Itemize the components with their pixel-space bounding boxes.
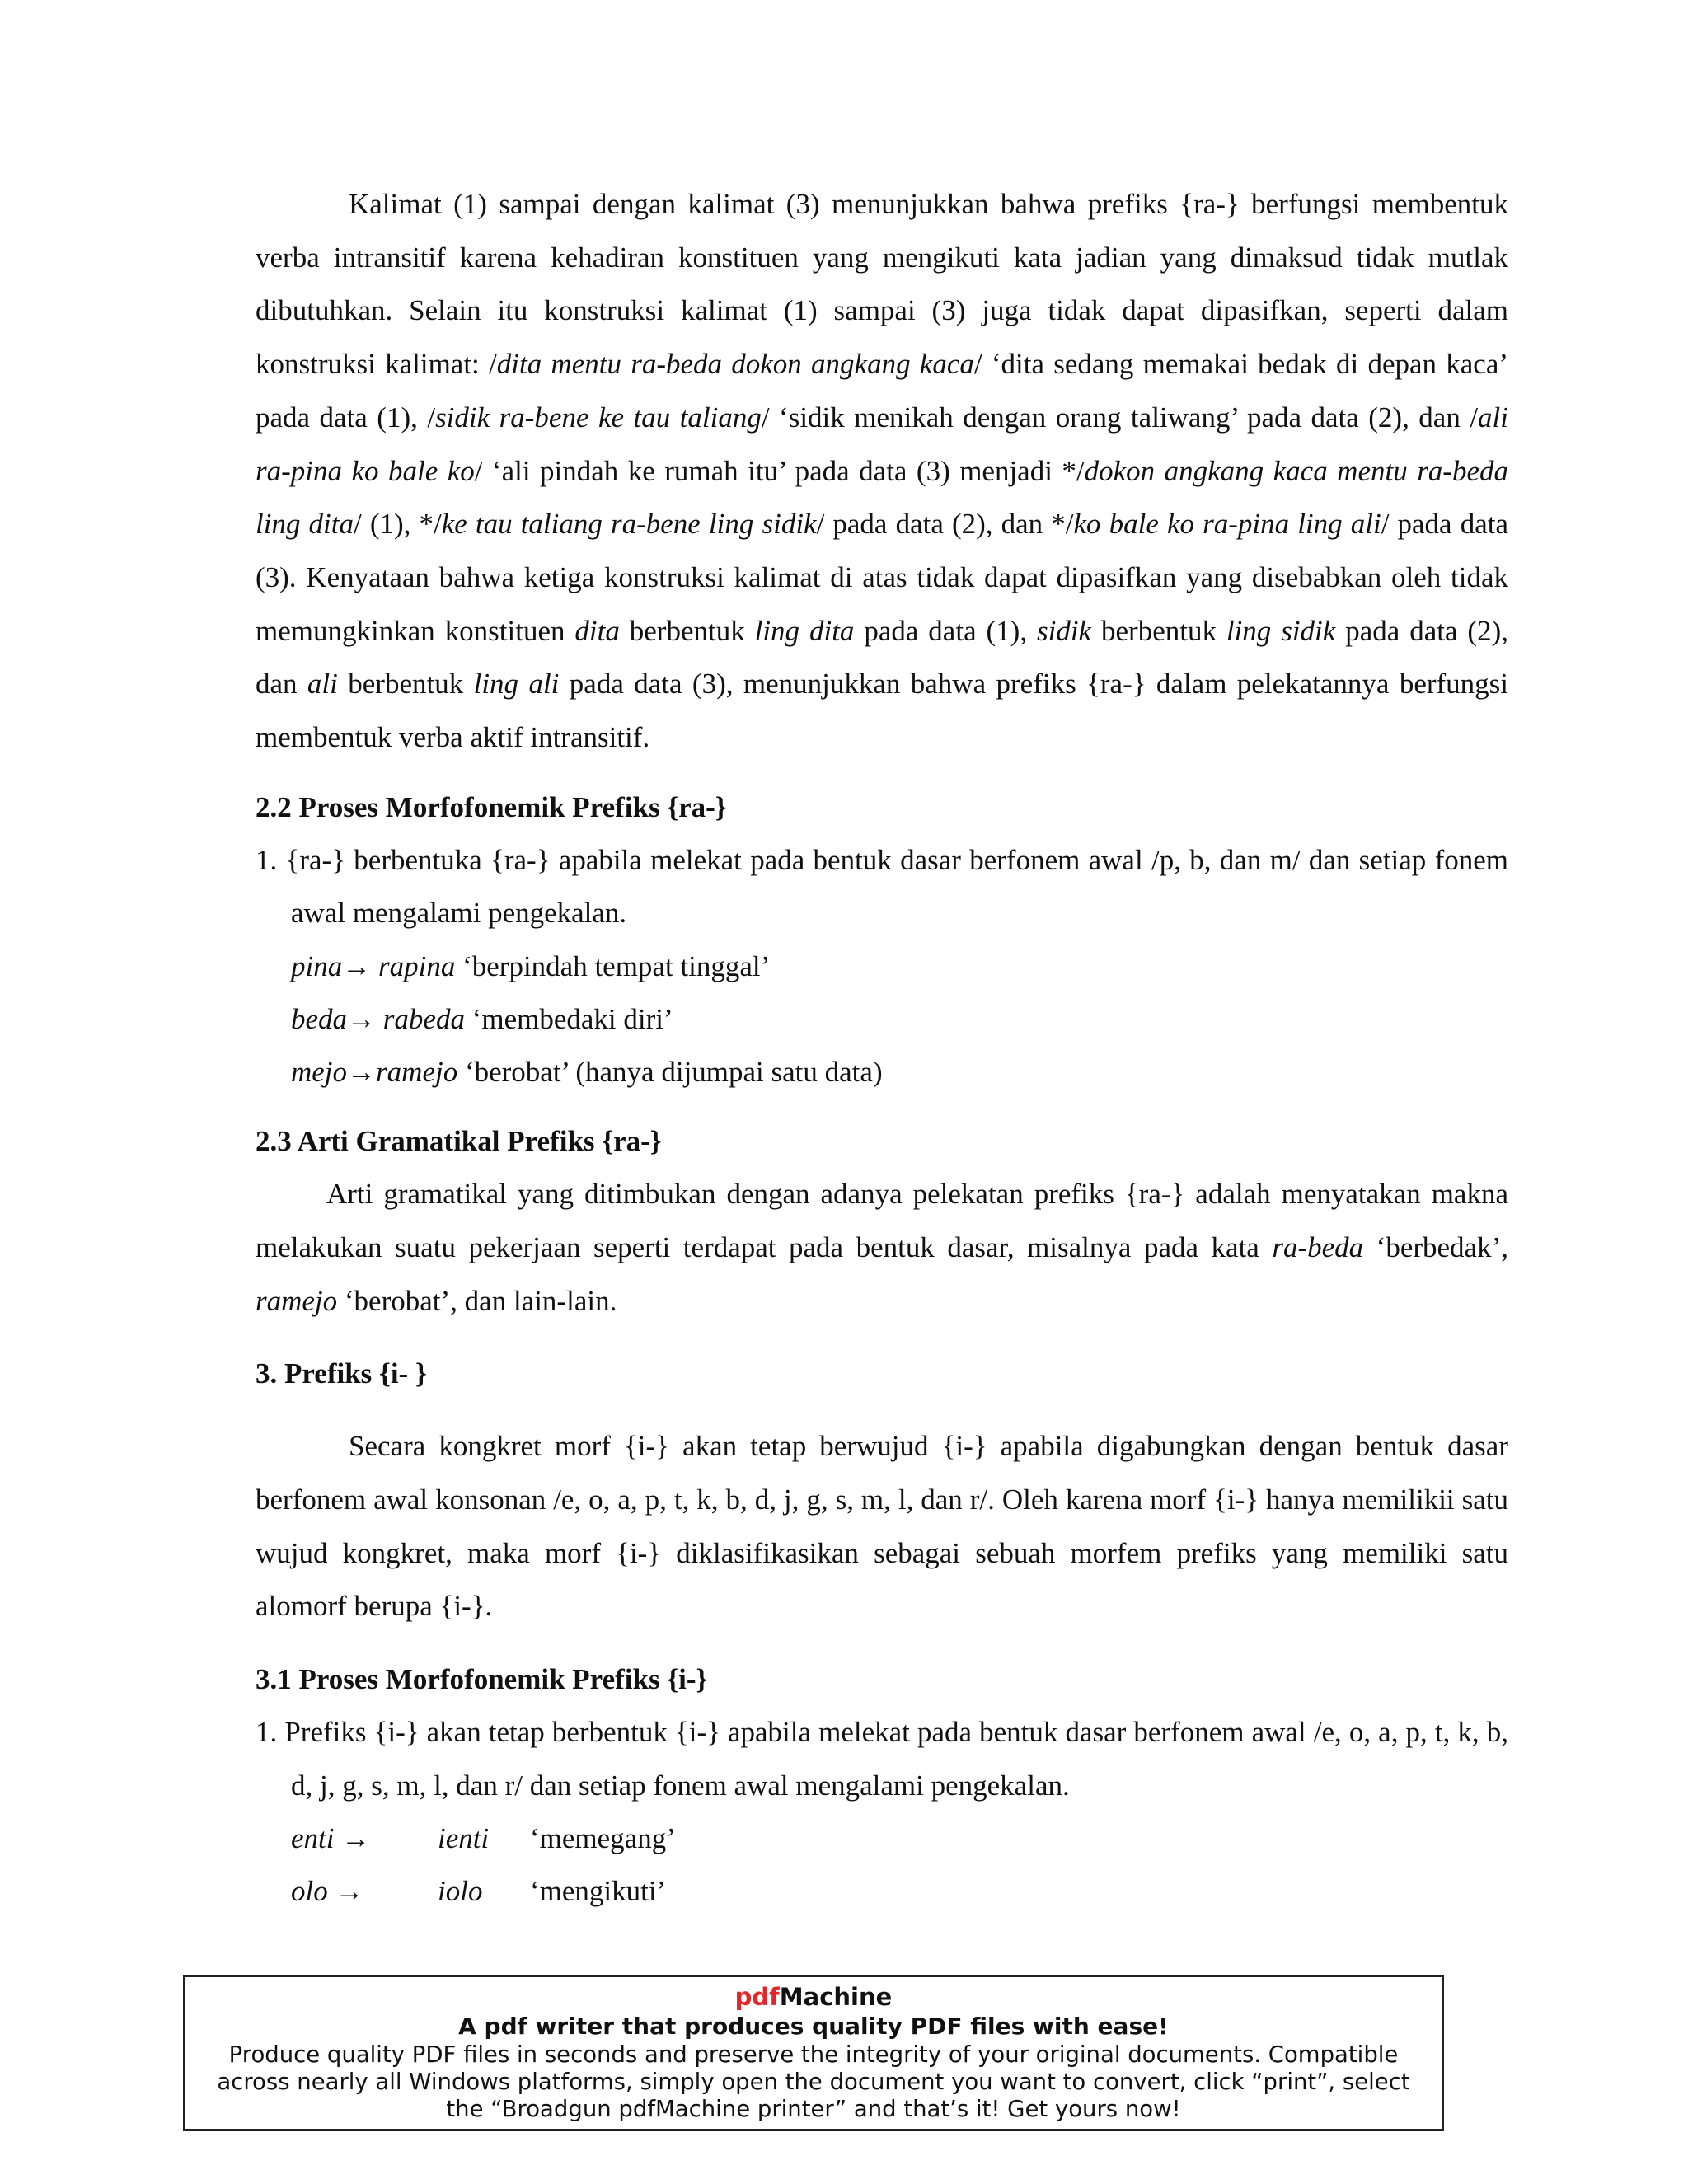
section-heading-2-2: 2.2 Proses Morfofonemik Prefiks {ra-} [256,790,727,823]
example-i-1: enti → ienti ‘memegang’ [291,1822,676,1855]
document-body [256,178,1509,1908]
list-number: 1. [256,843,278,876]
example-i-2-cutoff [256,1865,1508,1908]
list-number: 1. [256,1716,278,1749]
pdfmachine-logo: pdfMachine [734,1983,893,2011]
section-heading-3: 3. Prefiks {i- } [256,1357,427,1390]
paragraph-i-prefix: Secara kongkret morf {i-} akan tetap berwujud {i-} apabila digabungkan dengan bentuk dasar berfonem awal konsonan /e, o, a, p, t, k, b, d, j, g, s, m, l, dan r/. Oleh karena morf {i-} hanya memilikii satu wujud kongkret, maka morf {i-} diklasifikasikan sebagai sebuah morfem prefiks yang memiliki satu alomorf berupa {i-}. [256,1430,1508,1623]
example-ra-3: mejo→ramejo ‘berobat’ (hanya dijumpai satu data) [291,1056,883,1089]
list-item-i-rule: 1. Prefiks {i-} akan tetap berbentuk {i-} apabila melekat pada bentuk dasar berfonem awal /e, o, a, p, t, k, b, d, j, g, s, m, l, dan r/ dan setiap fonem awal mengalami pengekalan. [256,1716,1509,1802]
example-i-2: olo → iolo ‘mengikuti’ [291,1875,667,1908]
example-ra-1: pina→ rapina ‘berpindah tempat tinggal’ [291,950,771,983]
example-ra-2: beda→ rabeda ‘membedaki diri’ [291,1003,673,1036]
paragraph-ra-meaning: Arti gramatikal yang ditimbukan dengan adanya pelekatan prefiks {ra-} adalah menyatakan makna melakukan suatu pekerjaan seperti terdapat pada bentuk dasar, misalnya pada kata ra-beda ‘berbedak’, ramejo ‘berobat’, dan lain-lain. [256,1178,1508,1317]
paragraph-ra-function: Kalimat (1) sampai dengan kalimat (3) menunjukkan bahwa prefiks {ra-} berfungsi membentuk verba intransitif karena kehadiran konstituen yang mengikuti kata jadian yang dimaksud tidak mutlak dibutuhkan. Selain itu konstruksi kalimat (1) sampai (3) juga tidak dapat dipasifkan, seperti dalam konstruksi kalimat: /dita mentu ra-beda dokon angkang kaca/ ‘dita sedang memakai bedak di depan kaca’ pada data (1), /sidik ra-bene ke tau taliang/ ‘sidik menikah dengan orang taliwang’ pada data (2), dan /ali ra-pina ko bale ko/ ‘ali pindah ke rumah itu’ pada data (3) menjadi */dokon angkang kaca mentu ra-beda ling dita/ (1), */ke tau taliang ra-bene ling sidik/ pada data (2), dan */ko bale ko ra-pina ling ali/ pada data (3). Kenyataan bahwa ketiga konstruksi kalimat di atas tidak dapat dipasifkan yang disebabkan oleh tidak memungkinkan konstituen dita berbentuk ling dita pada data (1), sidik berbentuk ling sidik pada data (2), dan ali berbentuk ling ali pada data (3), menunjukkan bahwa prefiks {ra-} dalam pelekatannya berfungsi membentuk verba aktif intransitif. [256,188,1509,754]
section-heading-2-3: 2.3 Arti Gramatikal Prefiks {ra-} [256,1125,662,1158]
pdfmachine-footer-ad [183,1975,1444,2131]
ad-tagline: A pdf writer that produces quality PDF files with ease! [458,2013,1169,2040]
section-heading-3-1: 3.1 Proses Morfofonemik Prefiks {i-} [256,1663,708,1696]
ad-body-text: Produce quality PDF files in seconds and preserve the integrity of your original documents. Compatible across nearly all Windows platforms, simply open the document you want to convert, click “print”, select the “Broadgun pdfMachine printer” and that’s it! Get yours now! [217,2041,1410,2122]
list-item-ra-rule: 1. {ra-} berbentuka {ra-} apabila melekat pada bentuk dasar berfonem awal /p, b, dan m/ dan setiap fonem awal mengalami pengekalan. [256,843,1509,930]
